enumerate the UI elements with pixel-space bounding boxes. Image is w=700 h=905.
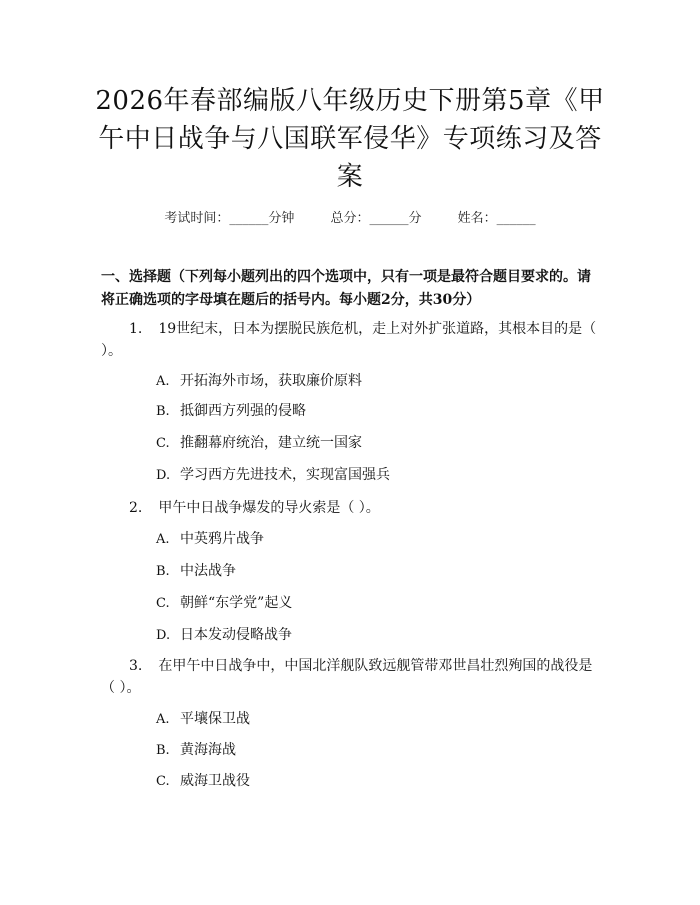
question-text: 19世纪末，日本为摆脱民族危机，走上对外扩张道路，其根本目的是（ ）。 bbox=[101, 321, 597, 359]
document-title: 2026年春部编版八年级历史下册第5章《甲午中日战争与八国联军侵华》专项练习及答案 bbox=[95, 86, 605, 192]
student-name: 姓名：______ bbox=[457, 211, 536, 226]
exam-meta bbox=[0, 207, 700, 226]
option-letter: A. bbox=[156, 532, 170, 547]
option-letter: D. bbox=[156, 468, 171, 483]
option-text: 平壤保卫战 bbox=[180, 711, 250, 727]
question-3 bbox=[101, 655, 601, 699]
option-letter: B. bbox=[156, 404, 170, 419]
option-letter: C. bbox=[156, 774, 170, 789]
option-text: 中法战争 bbox=[180, 563, 236, 579]
option-2d bbox=[156, 625, 292, 646]
section-heading: 一、选择题（下列每小题列出的四个选项中，只有一项是最符合题目要求的。请将正确选项的字母填在题后的括号内。每小题2分，共30分） bbox=[101, 269, 591, 308]
exam-time: 考试时间：______分钟 bbox=[164, 211, 295, 226]
option-text: 抵御西方列强的侵略 bbox=[180, 403, 306, 419]
option-letter: C. bbox=[156, 596, 170, 611]
option-text: 日本发动侵略战争 bbox=[180, 627, 292, 643]
option-text: 开拓海外市场，获取廉价原料 bbox=[180, 373, 362, 389]
option-1c bbox=[156, 433, 362, 454]
question-2 bbox=[101, 497, 601, 519]
option-text: 黄海海战 bbox=[180, 742, 236, 758]
option-letter: D. bbox=[156, 628, 171, 643]
option-letter: B. bbox=[156, 564, 170, 579]
question-number: 3. bbox=[129, 658, 143, 674]
option-3c bbox=[156, 771, 250, 792]
exam-score: 总分：______分 bbox=[330, 211, 422, 226]
option-3b bbox=[156, 740, 236, 761]
option-2b bbox=[156, 561, 236, 582]
question-number: 1. bbox=[129, 321, 143, 337]
option-1b bbox=[156, 401, 306, 422]
option-text: 中英鸦片战争 bbox=[180, 531, 264, 547]
option-2a bbox=[156, 529, 264, 550]
question-number: 2. bbox=[129, 500, 143, 516]
option-1a bbox=[156, 371, 362, 392]
option-letter: A. bbox=[156, 374, 170, 389]
question-text: 甲午中日战争爆发的导火索是（ ）。 bbox=[158, 500, 380, 516]
option-text: 朝鲜“东学党”起义 bbox=[180, 595, 293, 611]
option-text: 推翻幕府统治，建立统一国家 bbox=[180, 435, 362, 451]
option-2c bbox=[156, 593, 292, 614]
option-letter: B. bbox=[156, 743, 170, 758]
question-text: 在甲午中日战争中，中国北洋舰队致远舰管带邓世昌壮烈殉国的战役是（ ）。 bbox=[101, 658, 593, 696]
option-letter: A. bbox=[156, 712, 170, 727]
question-1 bbox=[101, 318, 601, 362]
option-1d bbox=[156, 465, 390, 486]
option-letter: C. bbox=[156, 436, 170, 451]
option-text: 威海卫战役 bbox=[180, 773, 250, 789]
option-text: 学习西方先进技术，实现富国强兵 bbox=[180, 467, 390, 483]
option-3a bbox=[156, 709, 250, 730]
